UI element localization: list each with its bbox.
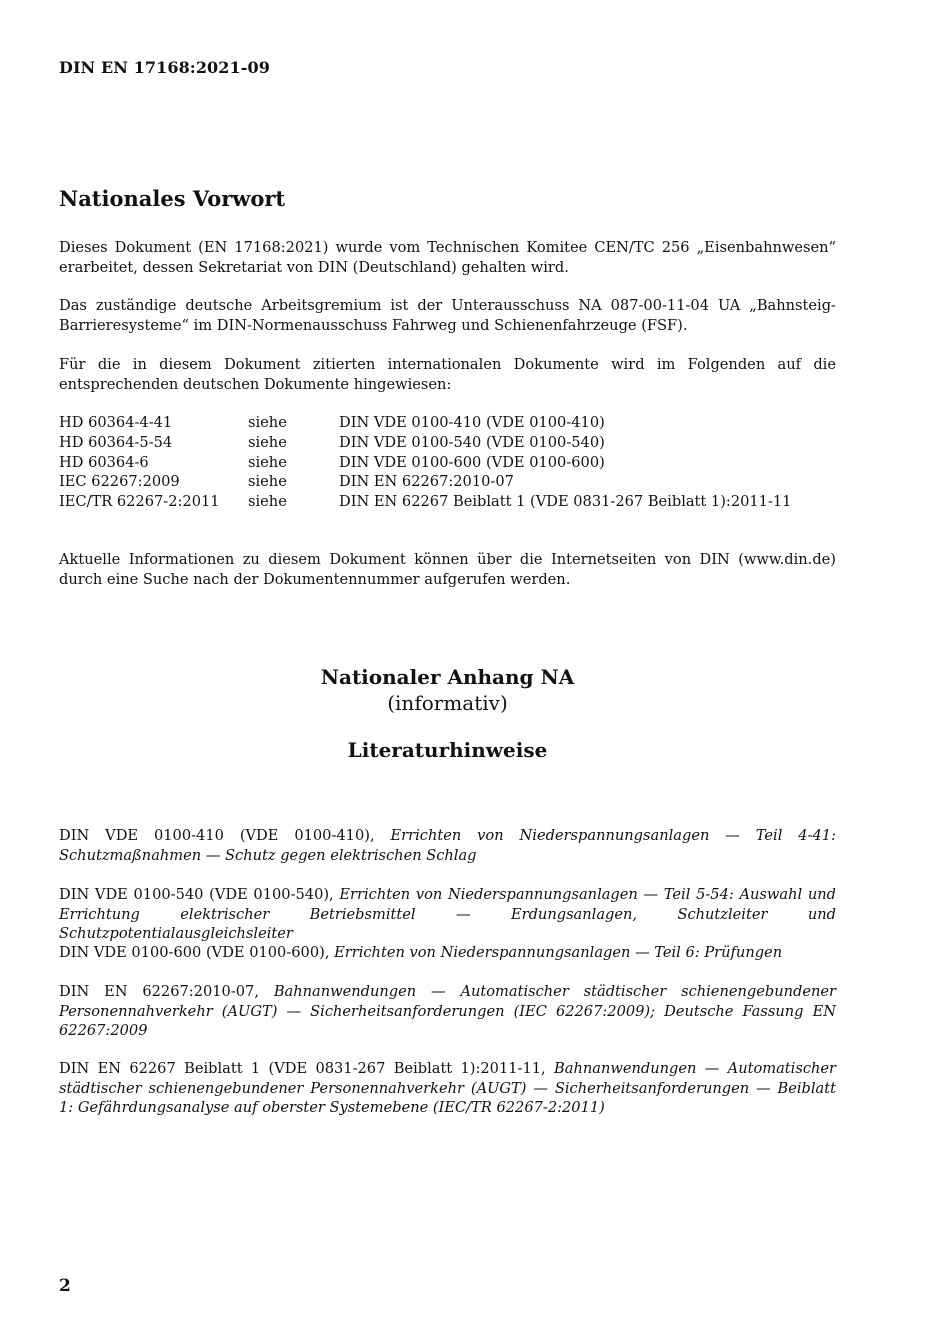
entry-title: Bahnanwendungen — Automatischer städtischer schienengebundener Personennahverkehr (AUGT) — Sicherheitsanforderungen (IEC 62267:2009); Deutsche Fassung EN 62267:2009 <box>59 983 836 1040</box>
see-label: siehe <box>248 453 287 471</box>
german-document: DIN EN 62267 Beiblatt 1 (VDE 0831-267 Beiblatt 1):2011-11 <box>339 493 792 511</box>
bibliography-entry <box>59 943 836 963</box>
vorwort-paragraph-2: Das zuständige deutsche Arbeitsgremium ist der Unterausschuss NA 087-00-11-04 UA „Bahnsteig-Barrieresysteme“ im DIN-Normenausschuss Fahrweg und Schienenfahrzeuge (FSF). <box>59 297 836 334</box>
intl-document: IEC 62267:2009 <box>59 473 180 491</box>
intl-document: HD 60364-4-41 <box>59 414 173 431</box>
entry-id: DIN VDE 0100-600 (VDE 0100-600), <box>59 944 330 961</box>
entry-id: DIN VDE 0100-410 (VDE 0100-410), <box>59 827 375 844</box>
see-label: siehe <box>248 433 287 451</box>
annex-subtitle: (informativ) <box>387 691 508 715</box>
intl-document: HD 60364-5-54 <box>59 433 173 451</box>
reference-row <box>59 433 791 453</box>
vorwort-paragraph-4: Aktuelle Informationen zu diesem Dokument können über die Internetseiten von DIN (www.din.de) durch eine Suche nach der Dokumentennummer aufgerufen werden. <box>59 551 836 588</box>
german-document: DIN VDE 0100-540 (VDE 0100-540) <box>339 433 605 451</box>
see-label: siehe <box>248 414 287 431</box>
reference-row <box>59 492 791 512</box>
entry-title: Errichten von Niederspannungsanlagen — Teil 6: Prüfungen <box>334 944 783 961</box>
entry-title: Bahnanwendungen — Automatischer städtischer schienengebundener Personennahverkehr (AUGT) — Sicherheitsanforderungen — Beiblatt 1: Gefährdungsanalyse auf oberster Systemebene (IEC/TR 62267-2:2011) <box>59 1060 836 1117</box>
entry-id: DIN VDE 0100-540 (VDE 0100-540), <box>59 886 334 903</box>
entry-id: DIN EN 62267:2010-07, <box>59 983 259 1000</box>
annex-title: Nationaler Anhang NA <box>320 665 575 689</box>
bibliography-entry <box>59 826 836 865</box>
reference-row <box>59 453 791 473</box>
german-document: DIN VDE 0100-600 (VDE 0100-600) <box>339 453 605 471</box>
reference-row <box>59 413 791 433</box>
vorwort-paragraph-1: Dieses Dokument (EN 17168:2021) wurde vom Technischen Komitee CEN/TC 256 „Eisenbahnwesen“ erarbeitet, dessen Sekretariat von DIN (Deutschland) gehalten wird. <box>59 239 836 276</box>
entry-title: Errichten von Niederspannungsanlagen — Teil 4-41: Schutzmaßnahmen — Schutz gegen elektrischen Schlag <box>59 827 836 864</box>
vorwort-paragraph-3: Für die in diesem Dokument zitierten internationalen Dokumente wird im Folgenden auf die entsprechenden deutschen Dokumente hingewiesen: <box>59 356 836 393</box>
bibliography-entry <box>59 982 836 1041</box>
see-label: siehe <box>248 473 287 491</box>
entry-title: Errichten von Niederspannungsanlagen — Teil 5-54: Auswahl und Errichtung elektrischer Betriebsmittel — Erdungsanlagen, Schutzleiter und Schutzpotentialausgleichsleiter <box>59 886 836 943</box>
see-label: siehe <box>248 493 287 511</box>
bibliography-entry <box>59 1059 836 1118</box>
german-document: DIN EN 62267:2010-07 <box>339 473 514 491</box>
document-id-header: DIN EN 17168:2021-09 <box>59 58 270 77</box>
reference-table <box>59 413 791 512</box>
intl-document: HD 60364-6 <box>59 453 149 471</box>
bibliography-entry <box>59 885 836 944</box>
page-number: 2 <box>59 1276 71 1296</box>
intl-document: IEC/TR 62267-2:2011 <box>59 493 220 511</box>
bibliography-title: Literaturhinweise <box>347 738 548 762</box>
section-title-vorwort: Nationales Vorwort <box>59 186 286 211</box>
reference-row <box>59 472 791 492</box>
entry-id: DIN EN 62267 Beiblatt 1 (VDE 0831-267 Beiblatt 1):2011-11, <box>59 1060 546 1077</box>
german-document: DIN VDE 0100-410 (VDE 0100-410) <box>339 414 605 431</box>
